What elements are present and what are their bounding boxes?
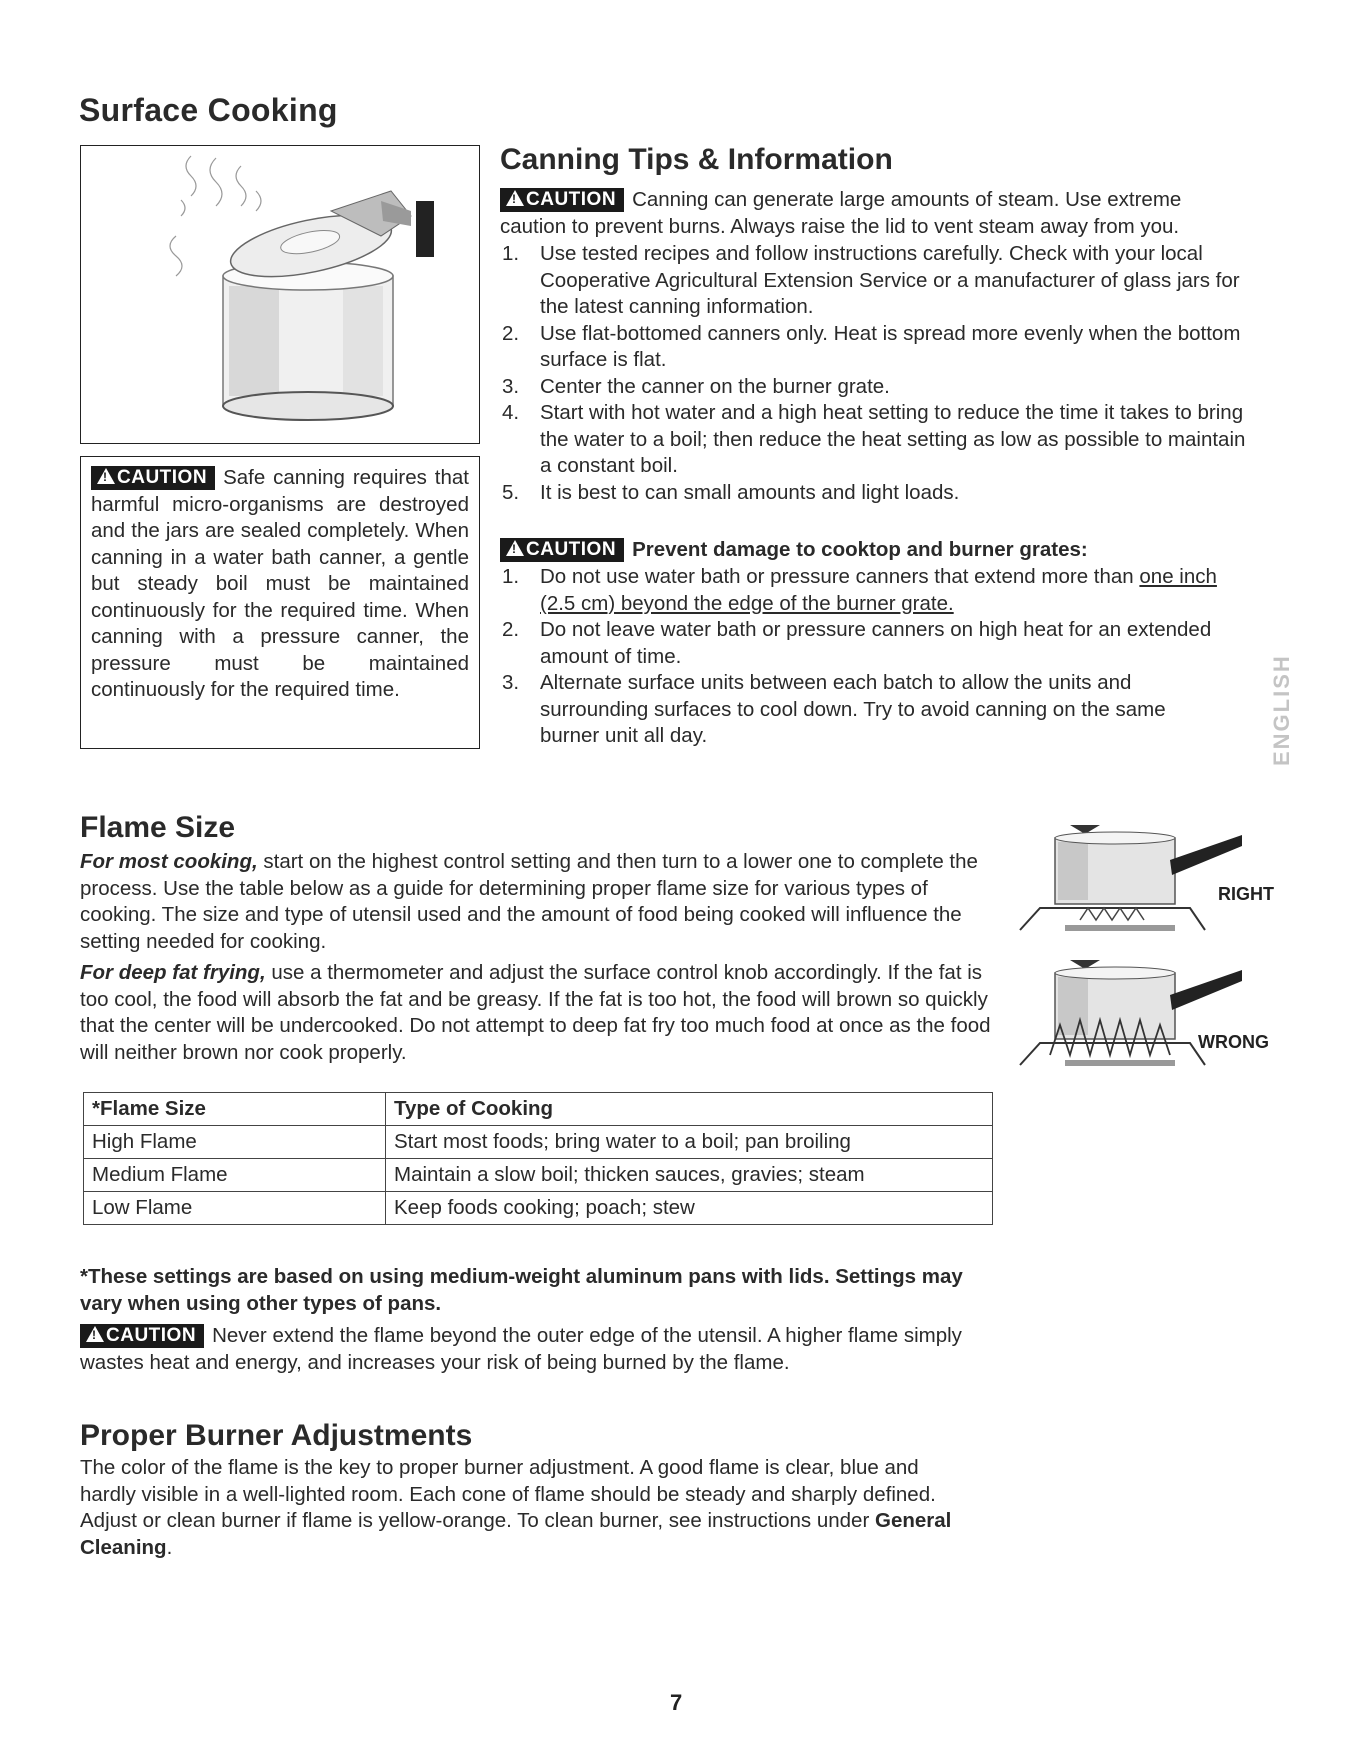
page-number: 7 — [670, 1690, 683, 1715]
caution-badge: !CAUTION — [500, 538, 624, 562]
underlined-text: one inch (2.5 cm) beyond the edge of the burner grate. — [540, 565, 1217, 615]
canning-tips-list — [500, 241, 1260, 506]
canning-safety-text: Safe canning requires that harmful micro-organisms are destroyed and the jars are sealed completely. When canning in a water bath canner, a gentle but steady boil must be maintained continuously for the required time. When canning with a pressure canner, the pressure must be maintained continuously for the required time. — [91, 466, 469, 701]
caution-badge: !CAUTION — [91, 466, 215, 490]
canning-caution-paragraph — [500, 187, 1250, 240]
list-item: 4. Start with hot water and a high heat setting to reduce the time it takes to bring the water to a boil; then reduce the heat setting as low as possible to maintain a constant boil. — [502, 401, 1246, 477]
list-item: 2. Use flat-bottomed canners only. Heat is spread more evenly when the bottom surface is flat. — [502, 321, 1241, 371]
flame-settings-footnote: *These settings are based on using medium-weight aluminum pans with lids. Settings may vary when using other types of pans. — [80, 1265, 963, 1315]
list-item: 3. Center the canner on the burner grate. — [502, 374, 890, 398]
canner-illustration-box — [80, 145, 480, 444]
flame-caution-text: Never extend the flame beyond the outer edge of the utensil. A higher flame simply wastes heat and energy, and increases your risk of being burned by the flame. — [80, 1324, 962, 1374]
table-row — [84, 1126, 993, 1159]
caution-badge: !CAUTION — [500, 188, 624, 212]
table-header-cell: Type of Cooking — [386, 1093, 993, 1126]
list-item: 3. Alternate surface units between each batch to allow the units and surrounding surfaces to cool down. Try to avoid canning on the same burner unit all day. — [502, 671, 1166, 747]
grate-damage-heading: Prevent damage to cooktop and burner grates: — [632, 538, 1088, 561]
warning-icon — [86, 1326, 104, 1342]
right-label: RIGHT — [1218, 884, 1274, 904]
canning-caution-text: Canning can generate large amounts of steam. Use extreme caution to prevent burns. Always raise the lid to vent steam away from you. — [500, 188, 1182, 238]
warning-icon — [506, 190, 524, 206]
page-title: Surface Cooking — [79, 92, 338, 128]
flame-size-paragraph-2: For deep fat frying, use a thermometer and adjust the surface control knob accordingly. If the fat is too cool, the food will absorb the fat and be greasy. If the fat is too hot, the food will brown so quickly that the center will be undercooked. Do not attempt to deep fat fry too much food at once as the food will neither brown nor cook properly. — [80, 961, 991, 1064]
canner-illustration — [81, 146, 479, 443]
canning-tips-heading: Canning Tips & Information — [500, 143, 893, 176]
flame-right-illustration — [1020, 820, 1274, 945]
flame-size-heading: Flame Size — [80, 811, 236, 844]
grate-damage-list — [500, 564, 1220, 750]
flame-caution-paragraph — [80, 1323, 1000, 1376]
warning-icon — [97, 468, 115, 484]
list-item: 2. Do not leave water bath or pressure canners on high heat for an extended amount of time. — [502, 618, 1212, 668]
table-cell: Start most foods; bring water to a boil; pan broiling — [386, 1126, 993, 1159]
list-item: 1. Do not use water bath or pressure canners that extend more than one inch (2.5 cm) beyond the edge of the burner grate. — [502, 565, 1217, 615]
flame-wrong-illustration — [1020, 955, 1269, 1080]
burner-adjustments-heading: Proper Burner Adjustments — [80, 1419, 473, 1452]
table-cell: Low Flame — [84, 1192, 386, 1225]
wrong-label: WRONG — [1198, 1032, 1269, 1052]
flame-size-table — [83, 1092, 993, 1225]
caution-badge: !CAUTION — [80, 1324, 204, 1348]
general-cleaning-reference: General Cleaning — [80, 1509, 952, 1559]
warning-icon — [506, 540, 524, 556]
table-cell: High Flame — [84, 1126, 386, 1159]
side-label-text: ENGLISH — [1269, 654, 1294, 766]
list-item: 1. Use tested recipes and follow instructions carefully. Check with your local Cooperative Agricultural Extension Service or a manufacturer of glass jars for the latest canning information. — [502, 242, 1240, 318]
grate-damage-caution — [500, 537, 1260, 564]
burner-adjustments-paragraph: The color of the flame is the key to proper burner adjustment. A good flame is clear, blue and hardly visible in a well-lighted room. Each cone of flame should be steady and sharply defined. Adjust or clean burner if flame is yellow-orange. To clean burner, see instructions under General Cleaning. — [80, 1456, 952, 1559]
flame-size-paragraph-1: For most cooking, start on the highest control setting and then turn to a lower one to complete the process. Use the table below as a guide for determining proper flame size for various types of cooking. The size and type of utensil used and the amount of food being cooked will influence the setting needed for cooking. — [80, 850, 978, 953]
table-cell: Keep foods cooking; poach; stew — [386, 1192, 993, 1225]
table-row — [84, 1192, 993, 1225]
table-header-cell: *Flame Size — [84, 1093, 386, 1126]
table-cell: Medium Flame — [84, 1159, 386, 1192]
table-header-row — [84, 1093, 993, 1126]
table-cell: Maintain a slow boil; thicken sauces, gravies; steam — [386, 1159, 993, 1192]
canning-safety-caution-box — [80, 456, 480, 749]
language-side-tab — [1262, 630, 1302, 790]
list-item: 5. It is best to can small amounts and light loads. — [502, 480, 960, 504]
table-row — [84, 1159, 993, 1192]
